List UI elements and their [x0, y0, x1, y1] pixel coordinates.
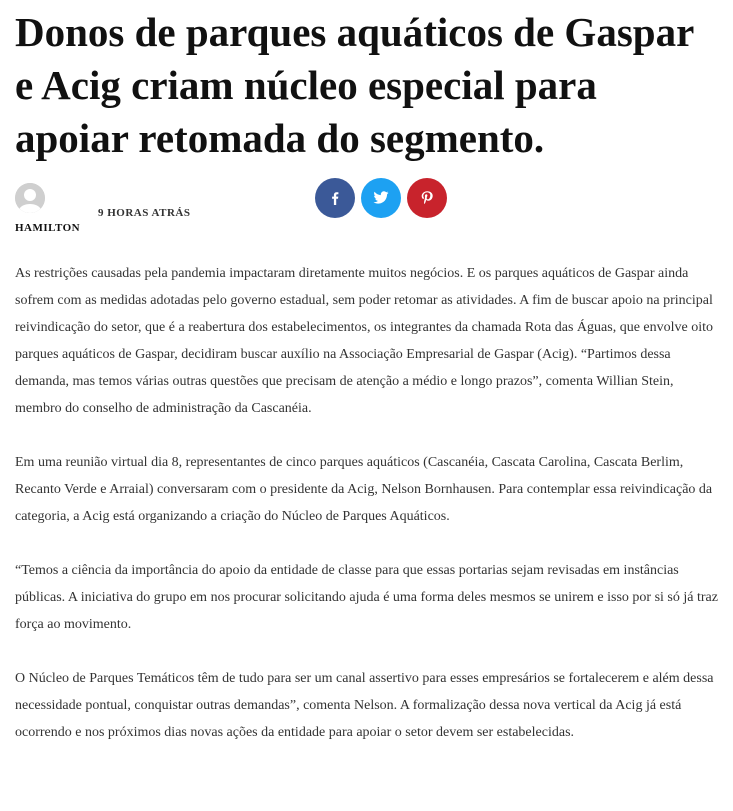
twitter-icon — [373, 191, 389, 205]
author-name[interactable]: HAMILTON — [15, 222, 81, 234]
twitter-share-button[interactable] — [361, 178, 401, 218]
share-buttons — [315, 178, 447, 218]
paragraph: O Núcleo de Parques Temáticos têm de tudo para ser um canal assertivo para esses empresários se fortalecerem e além dessa necessidade pontual, conquistar outras demandas”, comenta Nelson. A formalização dessa nova vertical da Acig já está ocorrendo e nos próximos dias novas ações da entidade para apoiar o setor devem ser estabelecidas. — [15, 671, 714, 740]
user-avatar-icon — [15, 183, 45, 213]
pinterest-icon — [421, 191, 433, 206]
author-avatar[interactable] — [15, 183, 45, 213]
article-body — [15, 260, 720, 746]
facebook-share-button[interactable] — [315, 178, 355, 218]
article-headline: Donos de parques aquáticos de Gaspar e Acig criam núcleo especial para apoiar retomada do segmento. — [15, 9, 694, 161]
pinterest-share-button[interactable] — [407, 178, 447, 218]
article — [15, 0, 720, 773]
facebook-icon — [328, 191, 342, 205]
paragraph: Em uma reunião virtual dia 8, representantes de cinco parques aquáticos (Cascanéia, Cascata Carolina, Cascata Berlim, Recanto Verde e Arraial) conversaram com o presidente da Acig, Nelson Bornhausen. Para contemplar essa reivindicação da categoria, a Acig está organizando a criação do Núcleo de Parques Aquáticos. — [15, 455, 713, 524]
publish-time: 9 HORAS ATRÁS — [98, 207, 191, 219]
paragraph: As restrições causadas pela pandemia impactaram diretamente muitos negócios. E os parques aquáticos de Gaspar ainda sofrem com as medidas adotadas pelo governo estadual, sem poder retomar as atividades. A fim de buscar apoio na principal reivindicação do setor, que é a reabertura dos estabelecimentos, os integrantes da chamada Rota das Águas, que envolve oito parques aquáticos de Gaspar, decidiram buscar auxílio na Associação Empresarial de Gaspar (Acig). “Partimos dessa demanda, mas temos várias outras questões que precisam de atenção a médio e longo prazos”, comenta Willian Stein, membro do conselho de administração da Cascanéia. — [15, 266, 714, 416]
article-meta — [15, 183, 720, 253]
paragraph: “Temos a ciência da importância do apoio da entidade de classe para que essas portarias sejam revisadas em instâncias públicas. A iniciativa do grupo em nos procurar solicitando ajuda é uma forma deles mesmos se unirem e isso por si só já traz força ao movimento. — [15, 563, 718, 632]
